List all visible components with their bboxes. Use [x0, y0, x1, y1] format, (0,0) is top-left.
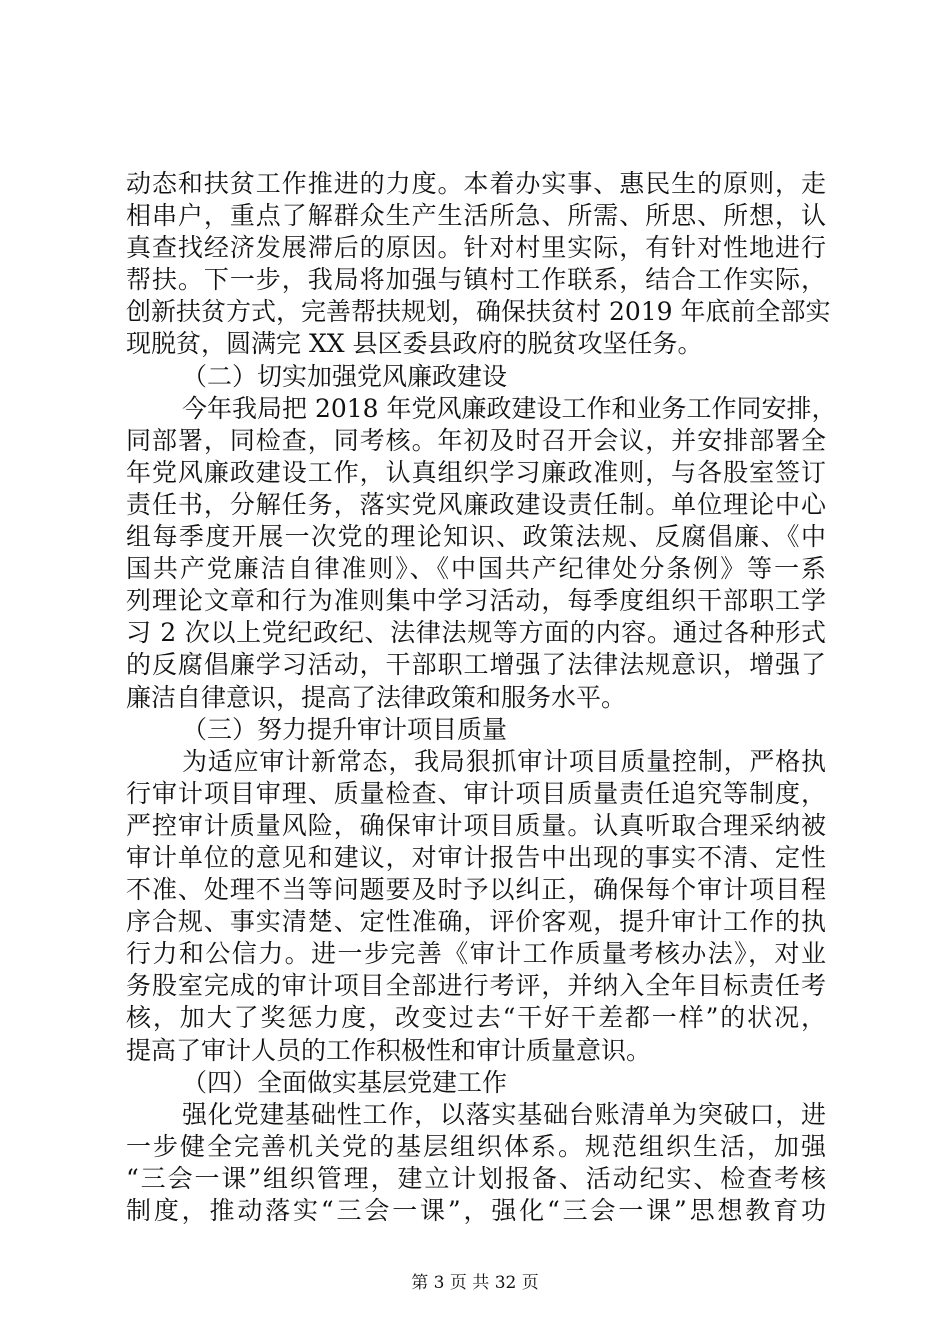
- page-number-footer: 第 3 页 共 32 页: [411, 1273, 539, 1293]
- paragraph-line: 行力和公信力。进一步完善《审计工作质量考核办法》，对业: [126, 939, 826, 969]
- paragraph-line: 同部署，同检查，同考核。年初及时召开会议，并安排部署全: [126, 425, 826, 455]
- paragraph-line: 责任书，分解任务，落实党风廉政建设责任制。单位理论中心: [126, 489, 826, 519]
- paragraph-line: 序合规、事实清楚、定性准确，评价客观，提升审计工作的执: [126, 907, 826, 937]
- paragraph-line: 年党风廉政建设工作，认真组织学习廉政准则，与各股室签订: [126, 457, 826, 487]
- paragraph-line: 强化党建基础性工作，以落实基础台账清单为突破口，进: [182, 1099, 826, 1129]
- paragraph-line: “三会一课”组织管理，建立计划报备、活动纪实、检查考核: [126, 1163, 826, 1193]
- paragraph-line: 审计单位的意见和建议，对审计报告中出现的事实不清、定性: [126, 842, 826, 872]
- paragraph-line: 列理论文章和行为准则集中学习活动，每季度组织干部职工学: [126, 586, 826, 616]
- paragraph-line: 务股室完成的审计项目全部进行考评，并纳入全年目标责任考: [126, 971, 826, 1001]
- paragraph-line: 核，加大了奖惩力度，改变过去“干好干差都一样”的状况，: [126, 1003, 826, 1033]
- paragraph-line: 真查找经济发展滞后的原因。针对村里实际，有针对性地进行: [126, 233, 826, 263]
- section-heading: （二）切实加强党风廉政建设: [182, 361, 508, 391]
- paragraph-line: 不准、处理不当等问题要及时予以纠正，确保每个审计项目程: [126, 875, 826, 905]
- paragraph-line: 帮扶。下一步，我局将加强与镇村工作联系，结合工作实际，: [126, 265, 826, 295]
- section-heading: （四）全面做实基层党建工作: [182, 1067, 508, 1097]
- paragraph-line: 国共产党廉洁自律准则》、《中国共产纪律处分条例》等一系: [126, 554, 826, 584]
- paragraph-line: 创新扶贫方式，完善帮扶规划，确保扶贫村 2019 年底前全部实: [126, 297, 831, 327]
- paragraph-line: 行审计项目审理、质量检查、审计项目质量责任追究等制度，: [126, 778, 826, 808]
- paragraph-line: 为适应审计新常态，我局狠抓审计项目质量控制，严格执: [182, 746, 826, 776]
- paragraph-line: 的反腐倡廉学习活动，干部职工增强了法律法规意识，增强了: [126, 650, 826, 680]
- body-text: [126, 168, 837, 1227]
- paragraph-line: 制度，推动落实“三会一课”，强化“三会一课”思想教育功: [126, 1196, 826, 1225]
- paragraph-line: 习 2 次以上党纪政纪、法律法规等方面的内容。通过各种形式: [126, 618, 826, 648]
- paragraph-line: 提高了审计人员的工作积极性和审计质量意识。: [126, 1035, 652, 1065]
- paragraph-line: 动态和扶贫工作推进的力度。本着办实事、惠民生的原则，走: [126, 169, 826, 198]
- paragraph-line: 相串户，重点了解群众生产生活所急、所需、所思、所想，认: [126, 201, 826, 231]
- paragraph-line: 严控审计质量风险，确保审计项目质量。认真听取合理采纳被: [126, 810, 826, 840]
- paragraph-line: 现脱贫，圆满完 XX 县区委县政府的脱贫攻坚任务。: [126, 329, 703, 359]
- paragraph-line: 廉洁自律意识，提高了法律政策和服务水平。: [126, 682, 627, 712]
- paragraph-line: 今年我局把 2018 年党风廉政建设工作和业务工作同安排，: [182, 393, 837, 423]
- paragraph-line: 一步健全完善机关党的基层组织体系。规范组织生活，加强: [126, 1131, 826, 1161]
- section-heading: （三）努力提升审计项目质量: [182, 714, 508, 744]
- paragraph-line: 组每季度开展一次党的理论知识、政策法规、反腐倡廉、《中: [126, 522, 826, 552]
